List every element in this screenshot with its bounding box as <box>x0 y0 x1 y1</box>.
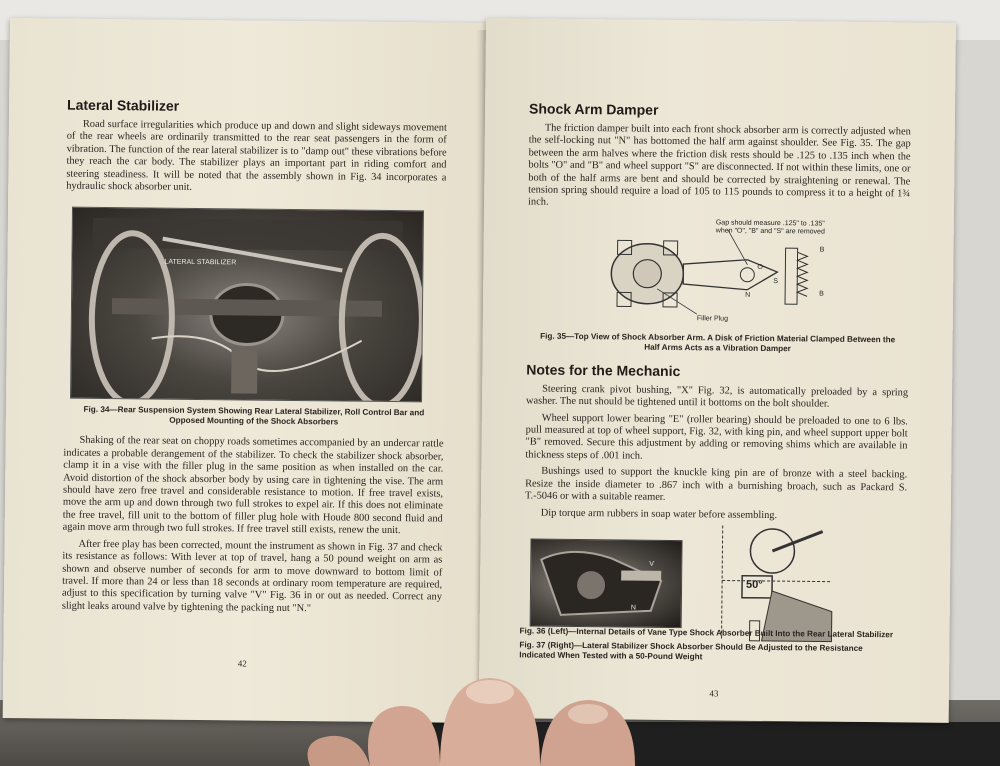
fig35-caption: Fig. 35—Top View of Shock Absorber Arm. A Disk of Friction Material Clamped Between the Half Arms Acts as a Vibration Damper <box>540 331 896 354</box>
fig34-caption: Fig. 34—Rear Suspension System Showing Rear Lateral Stabilizer, Roll Control Bar and Opposed Mounting of the Shock Absorbers <box>83 405 425 427</box>
angle-50-label: 50° <box>746 578 763 591</box>
left-paragraph-1: Road surface irregularities which produce up and down and slight sideways movement of the rear wheels are ordinarily transmitted to the rear seat passengers in the form of vibration. The function of the rear lateral stabilizer is to "damp out" these vibrations before they reach the car body. The stabilizer plays an important part in riding comfort and steering steadiness. It will be noted that the assembly shown in Fig. 34 incorporates a hydraulic shock absorber unit. <box>66 118 447 193</box>
right-heading-2: Notes for the Mechanic <box>526 361 681 379</box>
filler-plug-label: Filler Plug <box>696 315 729 323</box>
vane-absorber-illustration <box>531 540 682 628</box>
right-paragraph-3: Wheel support lower bearing "E" (roller bearing) should be preloaded to one to 6 lbs. pull measured at top of wheel support, Fig. 32, with king pin, and wheel support upper bolt "B" removed. Secure this adjustment by adding or removing shims which are available in thickness steps of .001 inch. <box>525 412 908 462</box>
valve-v-mark: V <box>649 560 654 568</box>
right-page-number: 43 <box>709 688 719 699</box>
left-page <box>3 18 488 723</box>
gap-measure-note: Gap should measure .125" to .135" when "O", "B" and "S" are removed <box>715 219 825 236</box>
shock-absorber-arm-diagram <box>597 218 838 331</box>
fig37-caption: Fig. 37 (Right)—Lateral Stabilizer Shock Absorber Should Be Adjusted to the Resistance Indicated When Tested with a 50-Pound Weight <box>519 640 863 662</box>
rear-suspension-photo <box>70 207 424 403</box>
letter-s: S <box>773 277 778 285</box>
letter-b-bottom: B <box>819 290 824 298</box>
lateral-stabilizer-label: LATERAL STABILIZER <box>164 259 237 267</box>
vane-shock-absorber-photo <box>530 538 683 628</box>
letter-n: N <box>745 291 751 299</box>
nut-n-mark: N <box>630 604 636 612</box>
left-paragraph-2: Shaking of the rear seat on choppy roads sometimes accompanied by an undercar rattle indicates a probable derangement of the stabilizer. To check the stabilizer shock absorber, clamp it in a vise with the filler plug in the same position as when installed on the car. Avoid distortion of the shock absorber body by using care in tightening the vise. The arm should have zero free travel and considerable resistance to motion. If free travel exists, move the arm up and down through two full strokes to expel air. If this does not eliminate the free travel, fill unit to the bottom of filler plug hole with Houde 800 second fluid and again move arm through two full strokes. If free travel still exists, renew the unit. <box>62 435 444 537</box>
right-paragraph-4: Bushings used to support the knuckle king pin are of bronze with a steel backing. Resize the inside diameter to .867 inch with a burnishing broach, such as Packard S. T.-5046 or with a suitable reamer. <box>524 465 908 503</box>
suspension-illustration <box>71 208 423 402</box>
left-page-number: 42 <box>237 658 247 669</box>
left-heading: Lateral Stabilizer <box>67 96 180 114</box>
right-page <box>479 18 956 723</box>
left-paragraph-3: After free play has been corrected, mount the instrument as shown in Fig. 37 and check its resistance as follows: With lever at top of travel, hang a 50 pound weight on arm as shown and observe number of seconds for arm to move downward to bottom limit of travel. If more than 24 or less than 18 seconds at ordinary room temperature are required, adjust to this specification by turning valve "V" Fig. 36 in or out as needed. Correct any slight leaks around valve by tightening the packing nut "N." <box>61 538 443 614</box>
right-heading-1: Shock Arm Damper <box>528 100 659 118</box>
letter-o: O <box>757 263 763 271</box>
letter-b-top: B <box>819 246 825 254</box>
fig36-caption: Fig. 36 (Left)—Internal Details of Vane Type Shock Absorber Built Into the Rear Lateral Stabilizer <box>519 626 894 640</box>
right-paragraph-5: Dip torque arm rubbers in soap water before assembling. <box>540 507 778 521</box>
right-paragraph-1: The friction damper built into each front shock absorber arm is correctly adjusted when the self-locking nut "N" has bottomed the half arm against shoulder. See Fig. 35. The gap between the arm halves where the friction disk rests should be .125 to .135 inch when the bolts "O" and "B" and wheel support "S" are disconnected. If not within these limits, one or both of the half arms are bent and should be corrected by straightening or renewal. The tension spring should require a load of 105 to 115 pounds to compress it to a height of 1¾ inch. <box>528 122 911 209</box>
hand-fingers <box>290 670 670 766</box>
right-paragraph-2: Steering crank pivot bushing, "X" Fig. 32, is automatically preloaded by a spring washer. The nut should be tightened until it bottoms on the bolt shoulder. <box>525 383 909 410</box>
